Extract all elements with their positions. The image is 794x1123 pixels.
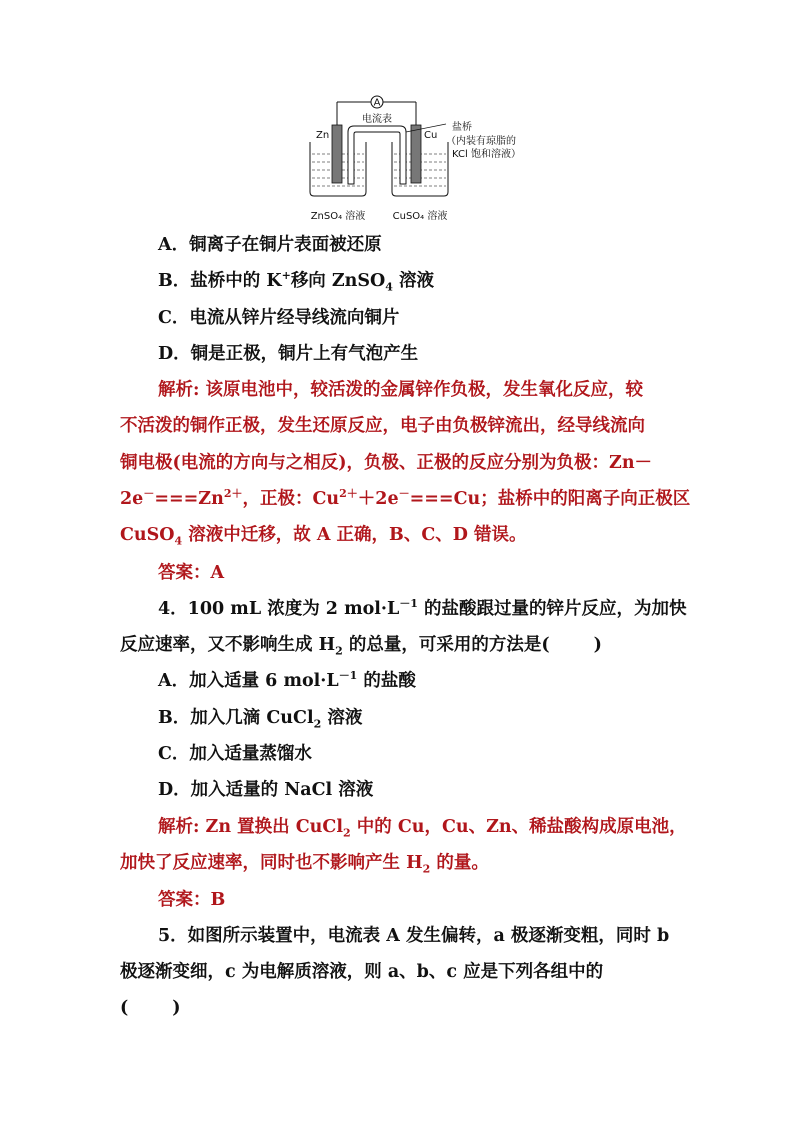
q3-analysis-4b: ===Zn	[154, 489, 224, 509]
q4-answer-value: B	[210, 890, 226, 910]
q4-stem1b: 的盐酸跟过量的锌片反应，为加快	[417, 599, 687, 619]
q4-answer-label: 答案：	[158, 890, 211, 910]
q4-option-b	[158, 706, 362, 730]
q4-stem2a: 反应速率，又不影响生成 H	[120, 635, 336, 655]
q4-analysis2sub: 2	[422, 862, 431, 876]
q3-option-d: D．铜是正极，铜片上有气泡产生	[158, 344, 419, 364]
q3-analysis-sup2: 2＋	[223, 487, 243, 501]
q4-optB-b: 溶液	[321, 708, 363, 728]
q4-answer	[158, 888, 225, 912]
q3-analysis-4a: 2e	[120, 489, 144, 509]
q3-option-b-text: B．盐桥中的 K	[158, 271, 282, 291]
q3-analysis-4d: ＋2e	[357, 489, 399, 509]
ammeter-label: 电流表	[362, 114, 392, 125]
q4-stem1a: 4．100 mL 浓度为 2 mol·L	[158, 599, 400, 619]
q5-stem-line3	[120, 996, 181, 1020]
q3-analysis-sup1: －	[143, 487, 155, 501]
ammeter-symbol: A	[373, 97, 381, 109]
q3-analysis-sup3: 2＋	[339, 487, 358, 501]
q3-analysis-5a: CuSO	[120, 525, 175, 545]
q4-optA-a: A．加入适量 6 mol·L	[158, 671, 339, 691]
q3-analysis-4c: ，正极：Cu	[242, 489, 340, 509]
q5-stem-line2: 极逐渐变细，c 为电解质溶液，则 a、b、c 应是下列各组中的	[120, 962, 604, 982]
q4-option-d: D．加入适量的 NaCl 溶液	[158, 780, 374, 800]
cu-label: Cu	[424, 130, 438, 141]
q4-optA-sup: －1	[338, 669, 358, 683]
zinc-electrode	[332, 125, 342, 183]
q4-analysis2a: 加快了反应速率，同时也不影响产生 H	[120, 853, 423, 873]
q5-line3a: (	[120, 998, 129, 1018]
q3-option-b	[158, 269, 434, 293]
q4-analysis1sub: 2	[342, 826, 351, 840]
q3-analysis-label: 解析:	[158, 380, 200, 400]
salt-bridge	[348, 126, 406, 184]
q4-analysis2b: 的量。	[430, 853, 489, 873]
q4-stem-line2	[120, 633, 602, 657]
q3-analysis-line1	[158, 378, 643, 402]
q4-option-c: C．加入适量蒸馏水	[158, 744, 312, 764]
q3-analysis-5b: 溶液中迁移，故 A 正确，B、C、D 错误。	[182, 525, 527, 545]
q3-option-b-mid: 移向 ZnSO	[290, 271, 386, 291]
q4-optA-b: 的盐酸	[357, 671, 416, 691]
galvanic-cell-diagram	[296, 92, 546, 226]
q4-stem2sub: 2	[335, 644, 343, 658]
q4-analysis-line2	[120, 851, 489, 875]
q3-analysis-text1: 该原电池中，较活泼的金属锌作负极，发生氧化反应，较	[199, 380, 644, 400]
zn-label: Zn	[316, 130, 330, 141]
q4-analysis1a: Zn 置换出 CuCl	[199, 817, 343, 837]
q3-analysis-line5	[120, 523, 527, 547]
q3-answer	[158, 561, 224, 585]
q4-stem1sup: －1	[399, 597, 418, 611]
q3-option-a: A．铜离子在铜片表面被还原	[158, 235, 382, 255]
salt-bridge-title: 盐桥	[452, 122, 472, 133]
q4-analysis-label: 解析:	[158, 817, 200, 837]
q4-stem2b: 的总量，可采用的方法是(	[342, 635, 550, 655]
q3-analysis-line3: 铜电极(电流的方向与之相反)，负极、正极的反应分别为负极：Zn－	[120, 453, 653, 473]
q3-analysis-line2: 不活泼的铜作正极，发生还原反应，电子由负极锌流出，经导线流向	[120, 416, 645, 436]
q3-option-b-sup: +	[281, 269, 291, 283]
q3-analysis-4e: ===Cu；盐桥中的阳离子向正极区	[409, 489, 691, 509]
q5-line3b: )	[172, 998, 181, 1018]
q3-analysis-sup4: －	[398, 487, 410, 501]
left-solution-label: ZnSO₄ 溶液	[310, 211, 366, 222]
q3-answer-value: A	[210, 563, 225, 583]
q3-analysis-line4	[120, 487, 690, 511]
copper-electrode	[411, 125, 421, 183]
q5-stem-line1: 5．如图所示装置中，电流表 A 发生偏转，a 极逐渐变粗，同时 b	[158, 926, 670, 946]
right-solution-label: CuSO₄ 溶液	[392, 211, 448, 222]
q4-stem-line1	[158, 597, 687, 621]
salt-bridge-note1: （内装有琼脂的	[446, 136, 516, 147]
q4-analysis-line1	[158, 815, 687, 839]
q3-analysis-5sub: 4	[174, 534, 183, 548]
salt-bridge-note2: KCl 饱和溶液）	[452, 149, 521, 160]
q3-option-b-sub: 4	[385, 280, 393, 294]
q3-option-c: C．电流从锌片经导线流向铜片	[158, 308, 400, 328]
q4-stem2c: )	[593, 635, 602, 655]
q4-option-a	[158, 669, 416, 693]
q4-analysis1b: 中的 Cu，Cu、Zn、稀盐酸构成原电池，	[350, 817, 687, 837]
q4-optB-sub: 2	[313, 717, 322, 731]
q3-answer-label: 答案：	[158, 563, 211, 583]
q3-option-b-post: 溶液	[392, 271, 435, 291]
q4-optB-a: B．加入几滴 CuCl	[158, 708, 314, 728]
